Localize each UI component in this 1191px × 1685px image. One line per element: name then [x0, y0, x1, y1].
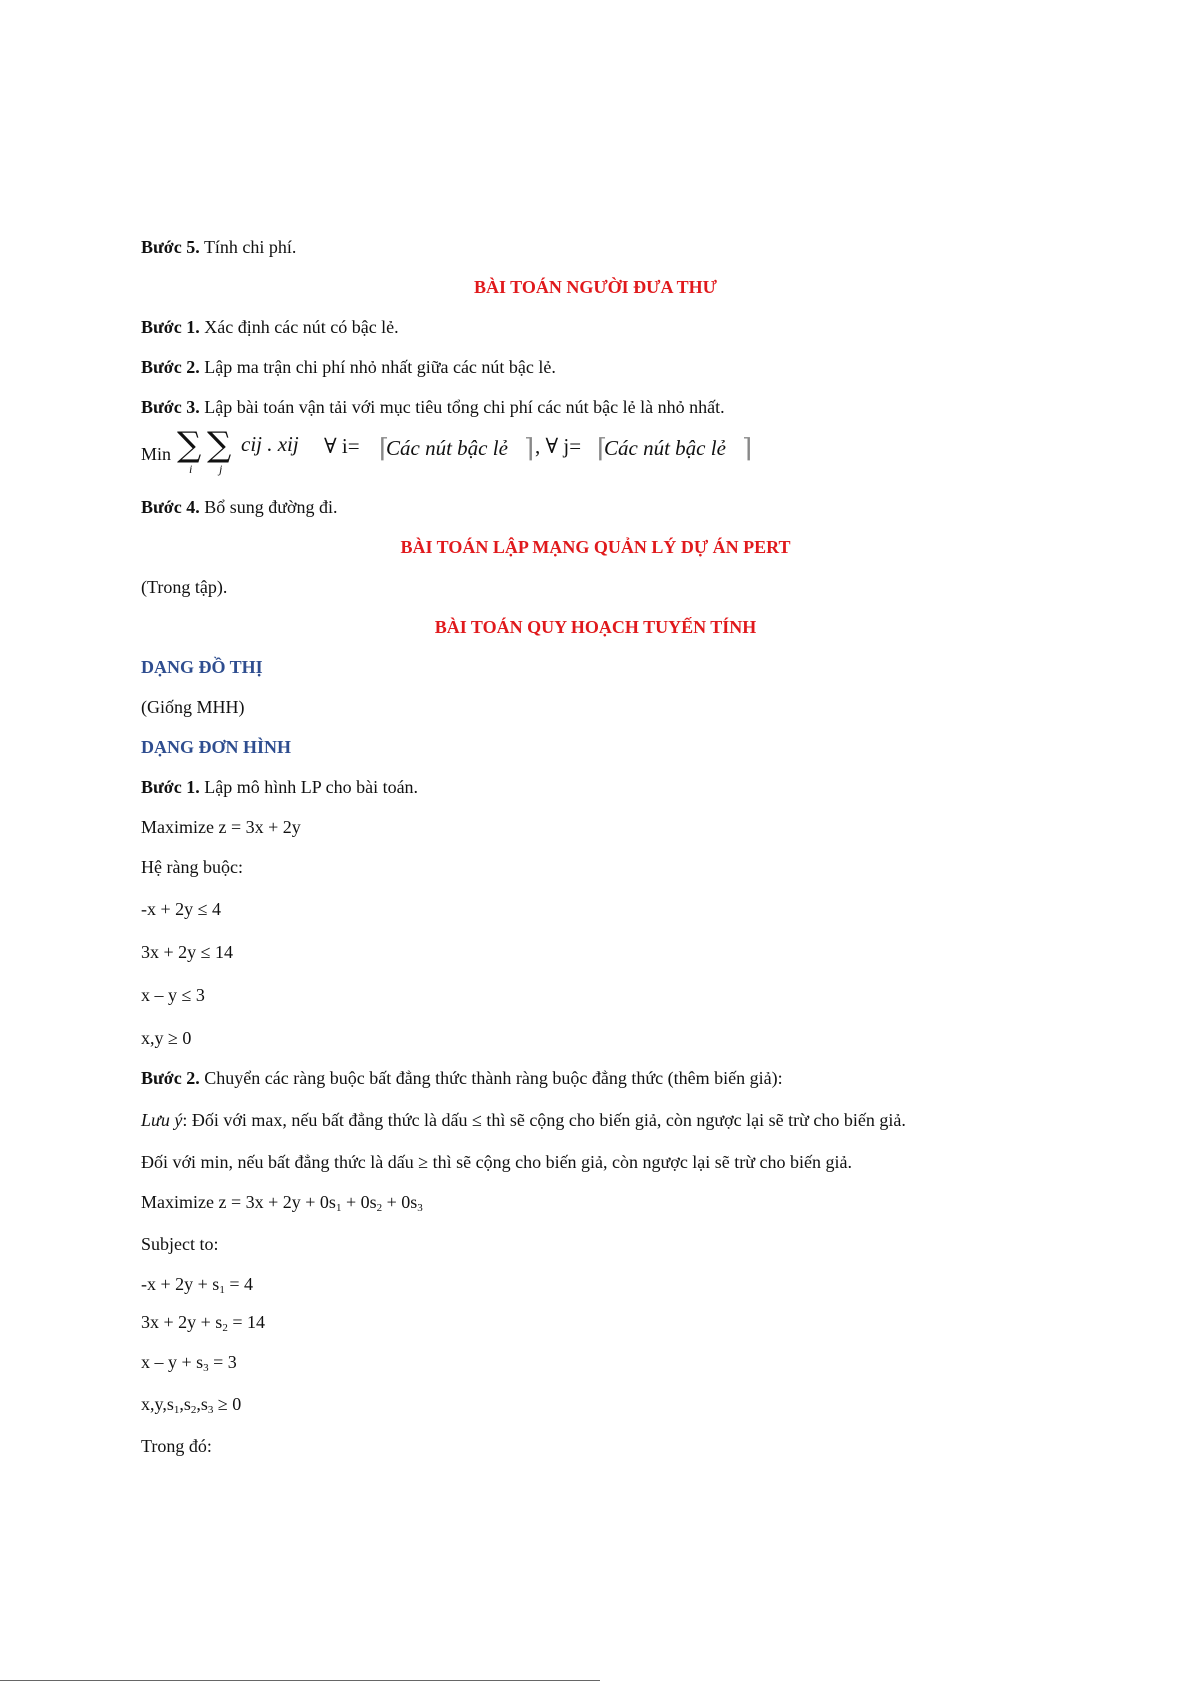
step-text: Xác định các nút có bậc lẻ. — [199, 317, 399, 337]
step5-line — [141, 236, 296, 258]
step-text: Lập bài toán vận tải với mục tiêu tổng chi phí các nút bậc lẻ là nhỏ nhất. — [199, 397, 725, 417]
note-min-line: Đối với min, nếu bất đẳng thức là dấu ≥ thì sẽ cộng cho biến giả, còn ngược lại sẽ trừ cho biến giả. — [141, 1152, 853, 1172]
set-brace-left-2: ⌈ — [597, 434, 608, 463]
sum-index-i: i — [189, 462, 193, 476]
section-simplex-method: DẠNG ĐƠN HÌNH — [141, 737, 292, 757]
maximize-objective: Maximize z = 3x + 2y — [141, 817, 301, 837]
heading-nguoi-dua-thu: BÀI TOÁN NGƯỜI ĐƯA THƯ — [473, 277, 718, 297]
subscript: 2 — [190, 1404, 197, 1416]
equation-3 — [141, 1351, 237, 1373]
subscript: 3 — [207, 1404, 214, 1416]
text-part: = 3 — [208, 1352, 237, 1372]
footer-rule — [0, 1680, 600, 1681]
step-text: Lập ma trận chi phí nhỏ nhất giữa các nút bậc lẻ. — [199, 357, 556, 377]
heading-pert: BÀI TOÁN LẬP MẠNG QUẢN LÝ DỰ ÁN PERT — [400, 537, 791, 557]
subscript: 3 — [203, 1362, 209, 1374]
pd-step2-line — [141, 356, 556, 378]
pd-step4-line — [141, 496, 338, 518]
text-part: = 4 — [224, 1274, 253, 1294]
giong-mhh-text: (Giống MHH) — [141, 697, 245, 717]
step-label: Bước 1. — [141, 317, 200, 337]
note-label: Lưu ý — [141, 1110, 183, 1130]
set-brace-right-1: ⌉ — [524, 434, 535, 463]
heading-linear-programming: BÀI TOÁN QUY HOẠCH TUYẾN TÍNH — [434, 617, 757, 637]
pd-step3-line — [141, 396, 725, 418]
equation-nonneg — [141, 1393, 241, 1415]
text-part: -x + 2y + s — [141, 1274, 220, 1294]
constraint-1: -x + 2y ≤ 4 — [141, 899, 222, 919]
subject-to: Subject to: — [141, 1234, 219, 1254]
text-part: x – y + s — [141, 1352, 204, 1372]
sum-sign-i: ∑ — [177, 425, 202, 465]
text-part: ,s — [179, 1394, 191, 1414]
trong-do-text: Trong đó: — [141, 1436, 212, 1456]
subscript: 3 — [417, 1202, 423, 1214]
set-brace-right-2: ⌉ — [742, 434, 753, 463]
equation-1 — [141, 1273, 253, 1295]
step-text: Lập mô hình LP cho bài toán. — [199, 777, 419, 797]
text-part: + 0s — [382, 1192, 418, 1212]
constraint-3: x – y ≤ 3 — [141, 985, 205, 1005]
subscript: 1 — [219, 1284, 225, 1296]
text-part: ≥ 0 — [213, 1394, 242, 1414]
pd-step1-line — [141, 316, 399, 338]
subscript: 2 — [222, 1322, 228, 1334]
subscript: 1 — [173, 1404, 180, 1416]
sum-sign-j: ∑ — [207, 425, 232, 465]
formula-body: cij . xij — [241, 432, 299, 456]
step-text: Chuyển các ràng buộc bất đẳng thức thành ràng buộc đẳng thức (thêm biến giả): — [199, 1068, 783, 1088]
constraints-heading: Hệ ràng buộc: — [141, 857, 243, 877]
trong-tap-text: (Trong tập). — [141, 577, 228, 597]
text-part: + 0s — [341, 1192, 377, 1212]
lp-step1-line — [141, 776, 418, 798]
objective-formula — [141, 425, 761, 482]
formula-forall-j: , ∀ j= — [535, 434, 582, 458]
subscript: 1 — [335, 1202, 342, 1214]
section-graph-method: DẠNG ĐỒ THỊ — [141, 657, 263, 677]
formula-set-2: Các nút bậc lẻ — [604, 436, 726, 460]
note-max-line — [141, 1109, 906, 1131]
formula-set-1: Các nút bậc lẻ — [386, 436, 508, 460]
step-label: Bước 4. — [141, 497, 200, 517]
subscript: 2 — [376, 1202, 383, 1214]
step-label: Bước 2. — [141, 357, 200, 377]
maximize-standard-form — [141, 1191, 423, 1213]
constraint-nonneg: x,y ≥ 0 — [141, 1028, 192, 1048]
sum-index-j: j — [219, 462, 223, 476]
step-label: Bước 1. — [141, 777, 200, 797]
set-brace-left-1: ⌈ — [379, 434, 390, 463]
note-text: : Đối với max, nếu bất đẳng thức là dấu ≤ thì sẽ cộng cho biến giả, còn ngược lại sẽ trừ cho biến giả. — [182, 1110, 906, 1130]
text-part: = 14 — [227, 1312, 265, 1332]
formula-min: Min — [141, 444, 172, 464]
step-text: Tính chi phí. — [199, 237, 297, 257]
constraint-2: 3x + 2y ≤ 14 — [141, 942, 234, 962]
step-text: Bổ sung đường đi. — [199, 497, 338, 517]
text-part: Maximize z = 3x + 2y + 0s — [141, 1192, 336, 1212]
formula-forall-i: ∀ i= — [324, 434, 360, 458]
equation-2 — [141, 1311, 265, 1333]
text-part: 3x + 2y + s — [141, 1312, 223, 1332]
step-label: Bước 3. — [141, 397, 200, 417]
text-part: ,s — [196, 1394, 208, 1414]
lp-step2-line — [141, 1067, 783, 1089]
step-label: Bước 2. — [141, 1068, 200, 1088]
step-label: Bước 5. — [141, 237, 200, 257]
text-part: x,y,s — [141, 1394, 174, 1414]
